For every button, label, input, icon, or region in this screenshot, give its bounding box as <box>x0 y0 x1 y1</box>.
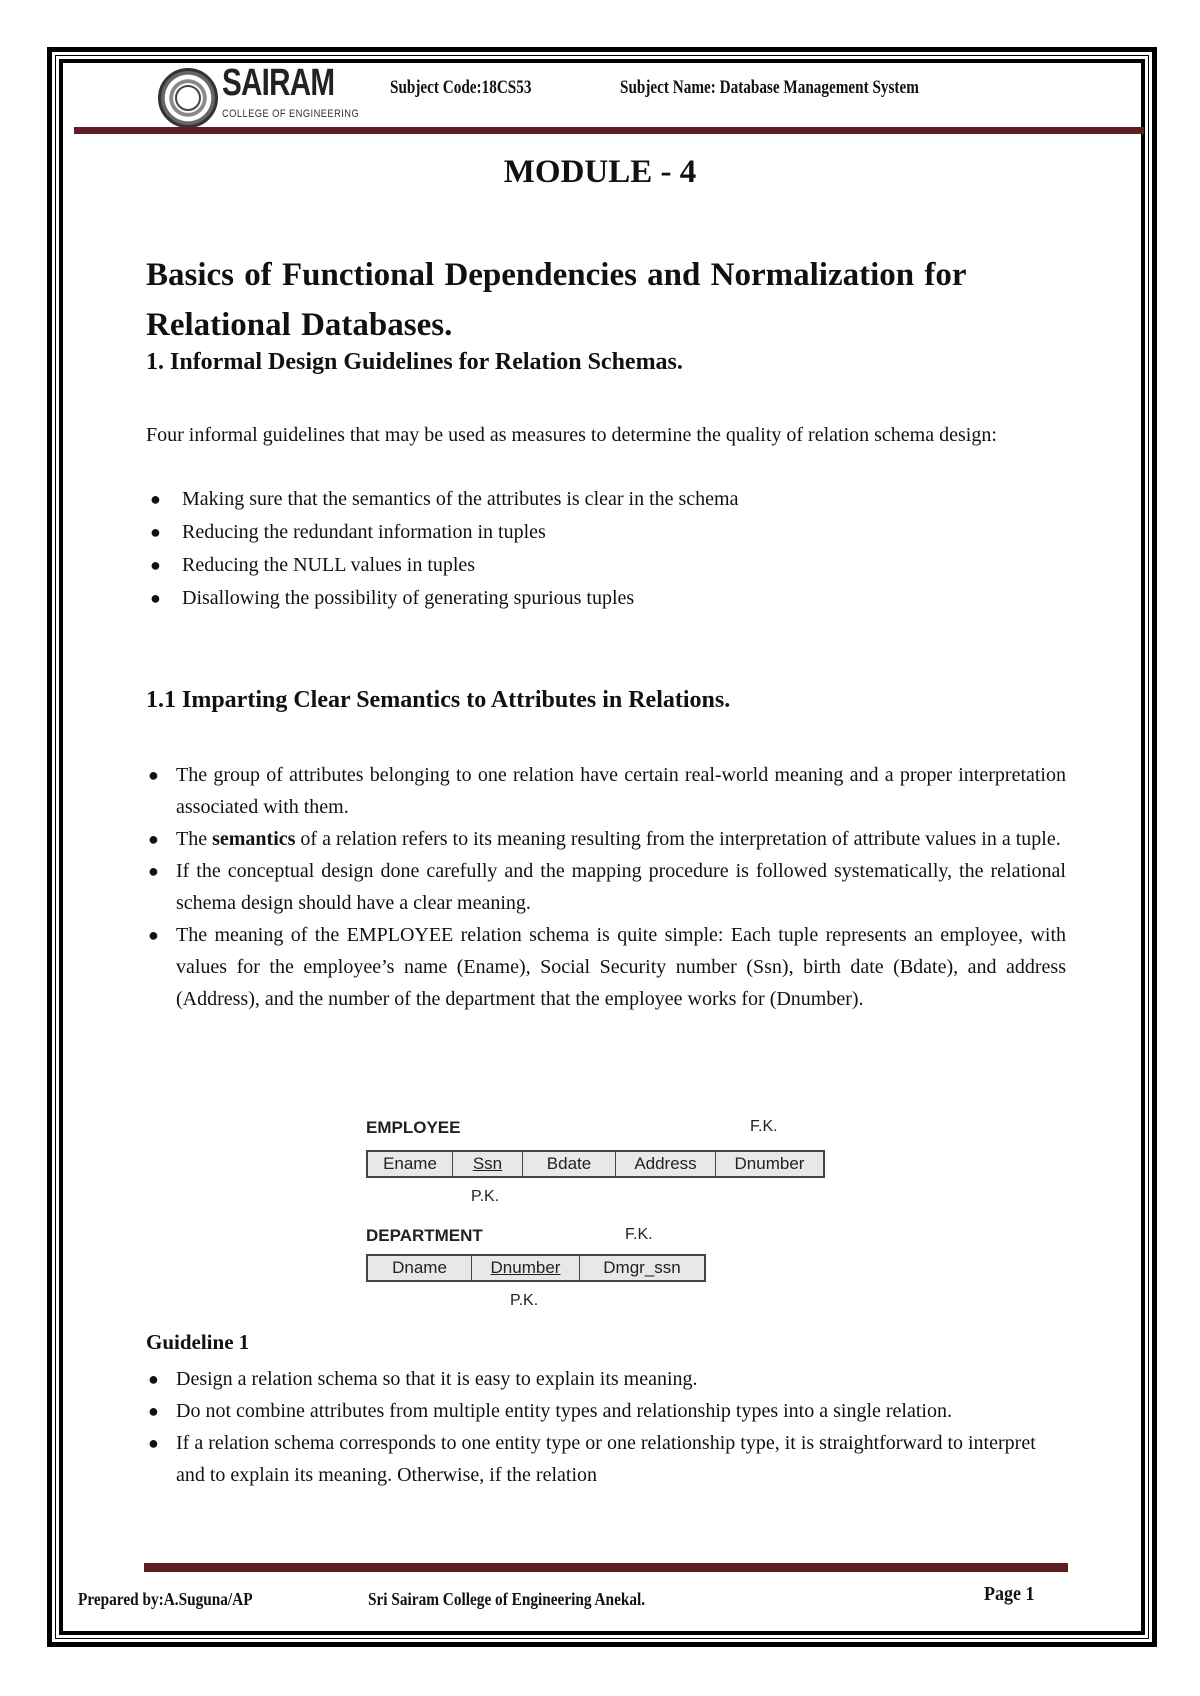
employee-relation-table <box>366 1150 825 1178</box>
department-pk-label: P.K. <box>510 1292 539 1309</box>
employee-relation-name: EMPLOYEE <box>366 1118 461 1137</box>
department-fk-label: F.K. <box>625 1226 653 1243</box>
section-1-heading: 1. Informal Design Guidelines for Relation Schemas. <box>146 349 683 375</box>
bullet-icon: ● <box>150 555 161 575</box>
list-item: ● If a relation schema corresponds to one entity type or one relationship type, it is straightforward to interpret and to explain its meaning. Otherwise, if the relation <box>146 1427 1066 1491</box>
section-1-guidelines-list <box>146 483 1066 615</box>
department-relation-name: DEPARTMENT <box>366 1226 483 1245</box>
college-logo-icon <box>158 68 218 128</box>
list-item: ● The group of attributes belonging to one relation have certain real-world meaning and a proper interpretation associated with them. <box>146 759 1066 823</box>
prepared-by: Prepared by:A.Suguna/AP <box>78 1589 253 1609</box>
bullet-icon: ● <box>150 489 161 509</box>
employee-column: Ename <box>368 1152 453 1176</box>
bullet-icon: ● <box>148 829 159 849</box>
employee-column-primary-key: Ssn <box>453 1152 523 1176</box>
bullet-icon: ● <box>148 925 159 945</box>
footer-divider <box>144 1563 1068 1572</box>
bullet-icon: ● <box>148 861 159 881</box>
department-column-primary-key: Dnumber <box>472 1256 580 1280</box>
semantics-term: semantics <box>212 828 296 850</box>
brand-subtitle: COLLEGE OF ENGINEERING <box>222 108 360 120</box>
bullet-icon: ● <box>150 522 161 542</box>
page-number: Page 1 <box>984 1583 1035 1605</box>
employee-column: Dnumber <box>734 1154 805 1173</box>
section-1-1-list <box>146 759 1066 1015</box>
employee-fk-label: F.K. <box>750 1118 778 1135</box>
list-item: ● Do not combine attributes from multiple entity types and relationship types into a single relation. <box>146 1395 1066 1427</box>
list-item: ● The semantics of a relation refers to its meaning resulting from the interpretation of attribute values in a tuple. <box>146 823 1066 855</box>
employee-column: Address <box>616 1152 716 1176</box>
module-title: MODULE - 4 <box>503 154 697 190</box>
employee-pk-label: P.K. <box>471 1188 500 1205</box>
department-column: Dmgr_ssn <box>603 1258 681 1277</box>
subject-name: Subject Name: Database Management System <box>620 77 919 98</box>
list-item: ● Reducing the redundant information in tuples <box>146 516 1066 549</box>
header-divider <box>74 127 1144 134</box>
section-1-1-heading: 1.1 Imparting Clear Semantics to Attributes in Relations. <box>146 687 731 713</box>
bullet-icon: ● <box>148 1369 159 1389</box>
list-item: ● Disallowing the possibility of generating spurious tuples <box>146 582 1066 615</box>
guideline-1-list <box>146 1363 1066 1491</box>
list-item: ● The meaning of the EMPLOYEE relation schema is quite simple: Each tuple represents an employee, with values for the employee’s name (Ename), Social Security number (Ssn), birth date (Bdate), and address (Address), and the number of the department that the employee works for (Dnumber). <box>146 919 1066 1015</box>
college-name: Sri Sairam College of Engineering Anekal. <box>368 1589 646 1609</box>
bullet-icon: ● <box>148 765 159 785</box>
bullet-icon: ● <box>150 588 161 608</box>
list-item: ● If the conceptual design done carefully and the mapping procedure is followed systematically, the relational schema design should have a clear meaning. <box>146 855 1066 919</box>
department-relation-table <box>366 1254 706 1282</box>
section-1-intro: Four informal guidelines that may be used as measures to determine the quality of relation schema design: <box>146 424 997 446</box>
list-item: ● Making sure that the semantics of the attributes is clear in the schema <box>146 483 1066 516</box>
brand-name: SAIRAM <box>222 62 335 104</box>
employee-column: Bdate <box>523 1152 616 1176</box>
list-item: ● Reducing the NULL values in tuples <box>146 549 1066 582</box>
subject-code: Subject Code:18CS53 <box>390 77 532 98</box>
bullet-icon: ● <box>148 1401 159 1421</box>
main-title: Basics of Functional Dependencies and Normalization for Relational Databases. <box>146 257 966 343</box>
bullet-icon: ● <box>148 1433 159 1453</box>
list-item: ● Design a relation schema so that it is easy to explain its meaning. <box>146 1363 1066 1395</box>
department-column: Dname <box>368 1256 472 1280</box>
guideline-1-heading: Guideline 1 <box>146 1330 250 1354</box>
